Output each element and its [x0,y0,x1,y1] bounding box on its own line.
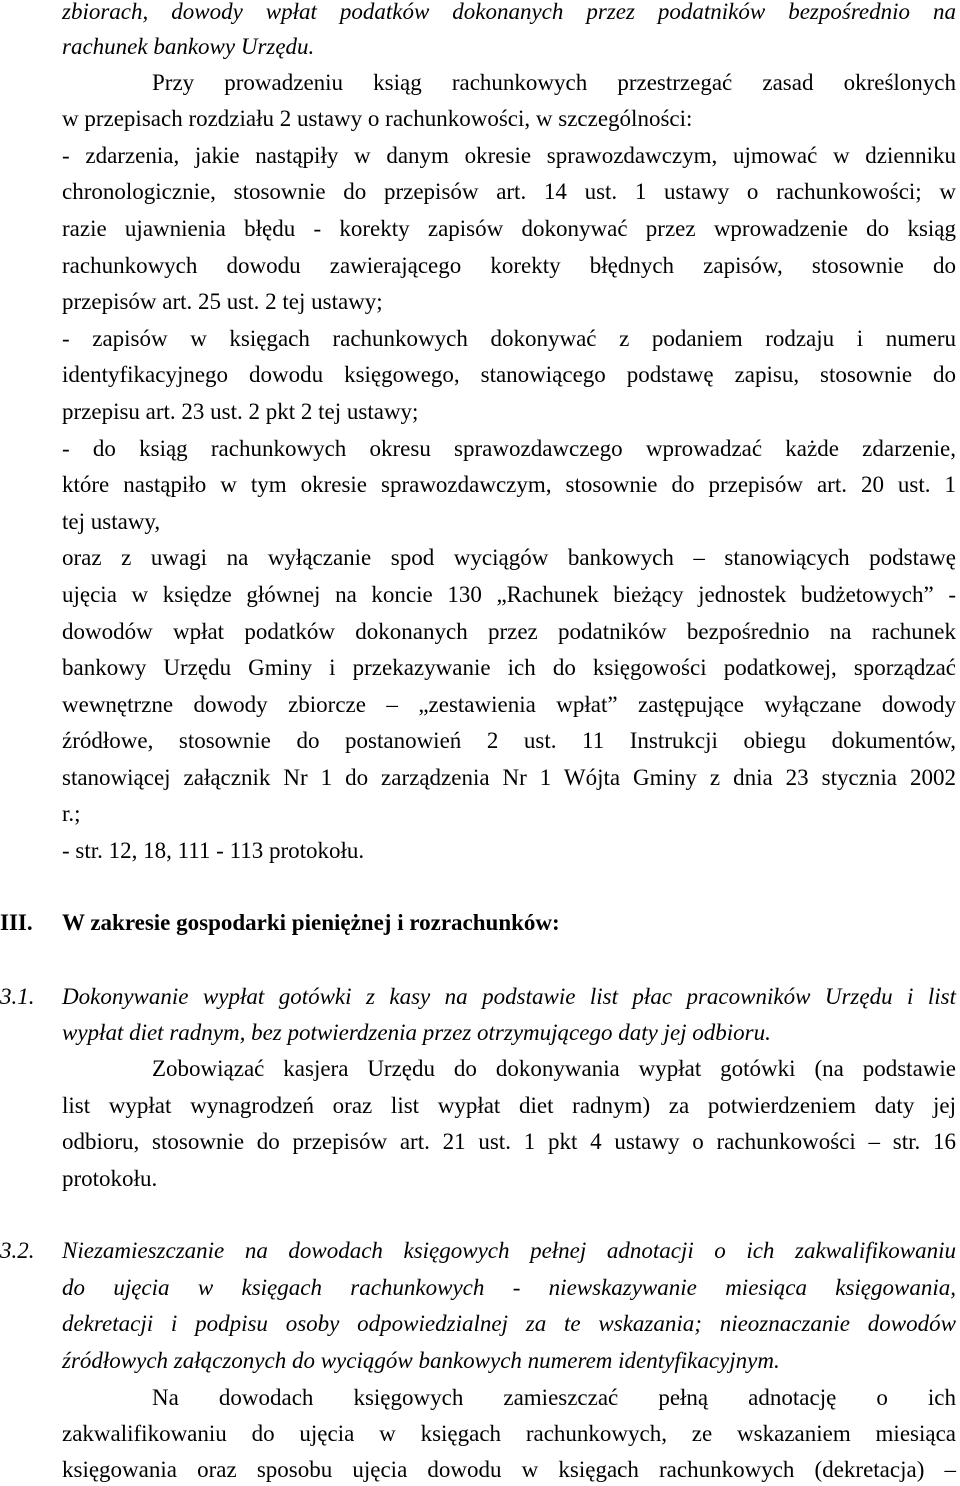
text-line: zbiorach, dowody wpłat podatków dokonanych przez podatników bezpośrednio na [62,0,956,24]
text-line: dowodów wpłat podatków dokonanych przez podatników bezpośrednio na rachunek [62,619,956,644]
text-line: tej ustawy, [62,509,161,534]
finding-line: do ujęcia w księgach rachunkowych - niewskazywanie miesiąca księgowania, [62,1275,956,1300]
text-line: ujęcia w księdze głównej na koncie 130 „Rachunek bieżący jednostek budżetowych” - [62,582,956,607]
text-line: - do ksiąg rachunkowych okresu sprawozdawczego wprowadzać każde zdarzenie, [62,436,956,461]
text-line: Przy prowadzeniu ksiąg rachunkowych przestrzegać zasad określonych [152,70,956,95]
finding-line: Niezamieszczanie na dowodach księgowych pełnej adnotacji o ich zakwalifikowaniu [62,1238,956,1263]
text-line: Zobowiązać kasjera Urzędu do dokonywania wypłat gotówki (na podstawie [152,1056,956,1081]
text-line: - zdarzenia, jakie nastąpiły w danym okresie sprawozdawczym, ujmować w dzienniku [62,143,956,168]
text-line: przepisu art. 23 ust. 2 pkt 2 tej ustawy; [62,399,419,424]
section-number: III. [0,910,33,935]
text-line: rachunek bankowy Urzędu. [62,34,315,59]
finding-line: Dokonywanie wypłat gotówki z kasy na podstawie list płac pracowników Urzędu i list [62,984,956,1009]
text-line: razie ujawnienia błędu - korekty zapisów dokonywać przez wprowadzenie do ksiąg [62,216,956,241]
item-number: 3.2. [0,1238,35,1263]
text-line: chronologicznie, stosownie do przepisów art. 14 ust. 1 ustawy o rachunkowości; w [62,179,956,204]
finding-line: źródłowych załączonych do wyciągów bankowych numerem identyfikacyjnym. [62,1348,780,1373]
text-line: Na dowodach księgowych zamieszczać pełną adnotację o ich [152,1385,956,1410]
text-line: - zapisów w księgach rachunkowych dokonywać z podaniem rodzaju i numeru [62,326,956,351]
text-line: rachunkowych dowodu zawierającego korekty błędnych zapisów, stosownie do [62,253,956,278]
text-line: bankowy Urzędu Gminy i przekazywanie ich do księgowości podatkowej, sporządzać [62,655,956,680]
item-number: 3.1. [0,984,35,1009]
text-line: stanowiącej załącznik Nr 1 do zarządzenia Nr 1 Wójta Gminy z dnia 23 stycznia 2002 [62,765,956,790]
finding-line: wypłat diet radnym, bez potwierdzenia przez otrzymującego daty jej odbioru. [62,1020,771,1045]
text-line: r.; [62,801,81,826]
text-line: źródłowe, stosownie do postanowień 2 ust. 11 Instrukcji obiegu dokumentów, [62,728,956,753]
text-line: przepisów art. 25 ust. 2 tej ustawy; [62,289,383,314]
text-line: identyfikacyjnego dowodu księgowego, stanowiącego podstawę zapisu, stosownie do [62,362,956,387]
text-line: - str. 12, 18, 111 - 113 protokołu. [62,838,365,863]
finding-line: dekretacji i podpisu osoby odpowiedzialnej za te wskazania; nieoznaczanie dowodów [62,1311,956,1336]
text-line: list wypłat wynagrodzeń oraz list wypłat diet radnym) za potwierdzeniem daty jej [62,1093,956,1118]
section-title: W zakresie gospodarki pieniężnej i rozrachunków: [62,910,560,935]
text-line: które nastąpiło w tym okresie sprawozdawczym, stosownie do przepisów art. 20 ust. 1 [62,472,956,497]
text-line: odbioru, stosownie do przepisów art. 21 ust. 1 pkt 4 ustawy o rachunkowości – str. 16 [62,1129,956,1154]
text-line: w przepisach rozdziału 2 ustawy o rachunkowości, w szczególności: [62,106,693,131]
text-line: zakwalifikowaniu do ujęcia w księgach rachunkowych, ze wskazaniem miesiąca [62,1421,956,1446]
text-line: protokołu. [62,1166,158,1191]
text-line: oraz z uwagi na wyłączanie spod wyciągów bankowych – stanowiących podstawę [62,545,956,570]
text-line: wewnętrzne dowody zbiorcze – „zestawienia wpłat” zastępujące wyłączane dowody [62,692,956,717]
text-line: księgowania oraz sposobu ujęcia dowodu w księgach rachunkowych (dekretacja) – [62,1457,956,1482]
